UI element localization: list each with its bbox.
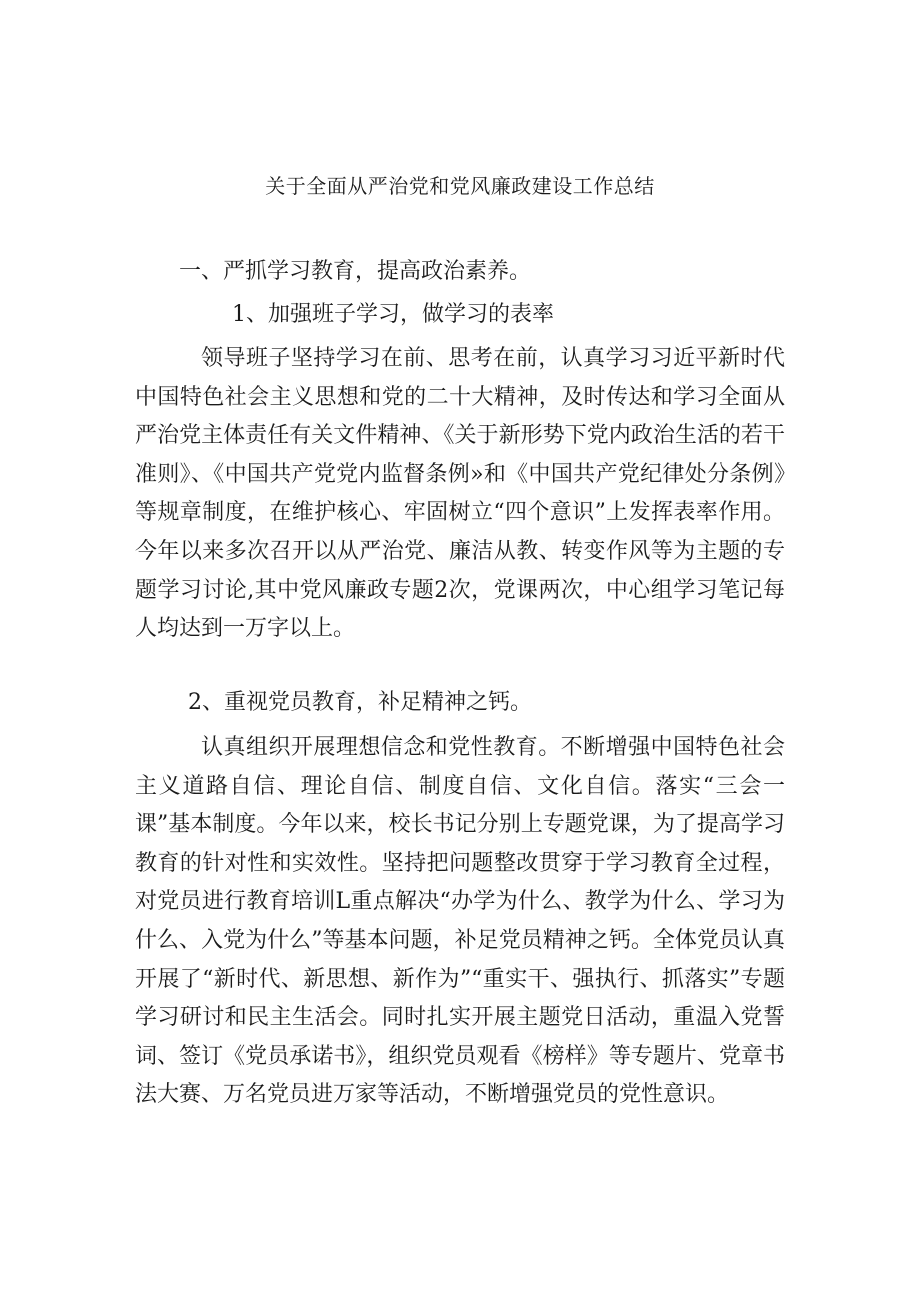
paragraph-leadership-study: 领导班子坚持学习在前、思考在前，认真学习习近平新时代中国特色社会主义思想和党的二十大精神，及时传达和学习全面从严治党主体责任有关文件精神、《关于新形势下党内政治生活的若干准则》、《中国共产党党内监督条例»和《中国共产党纪律处分条例》等规章制度，在维护核心、牢固树立“四个意识”上发挥表率作用。今年以来多次召开以从严治党、廉洁从教、转变作风等为主题的专题学习讨论,其中党风廉政专题2次，党课两次，中心组学习笔记每人均达到一万字以上。 <box>135 346 785 642</box>
document-title: 关于全面从严治党和党风廉政建设工作总结 <box>265 174 655 198</box>
item-heading-2: 2、重视党员教育，补足精神之钙。 <box>188 690 532 715</box>
section-heading-1: 一、严抓学习教育，提高政治素养。 <box>179 259 532 284</box>
paragraph-party-member-education: 认真组织开展理想信念和党性教育。不断增强中国特色社会主义道路自信、理论自信、制度自信、文化自信。落实“三会一课”基本制度。今年以来，校长书记分别上专题党课，为了提高学习教育的针对性和实效性。坚持把问题整改贯穿于学习教育全过程，对党员进行教育培训L重点解决“办学为什么、教学为什么、学习为什么、入党为什么”等基本问题，补足党员精神之钙。全体党员认真开展了“新时代、新思想、新作为”“重实干、强执行、抓落实”专题学习研讨和民主生活会。同时扎实开展主题党日活动，重温入党誓词、签订《党员承诺书》，组织党员观看《榜样》等专题片、党章书法大赛、万名党员进万家等活动，不断增强党员的党性意识。 <box>135 735 785 1108</box>
item-heading-1: 1、加强班子学习，做学习的表率 <box>232 302 554 327</box>
